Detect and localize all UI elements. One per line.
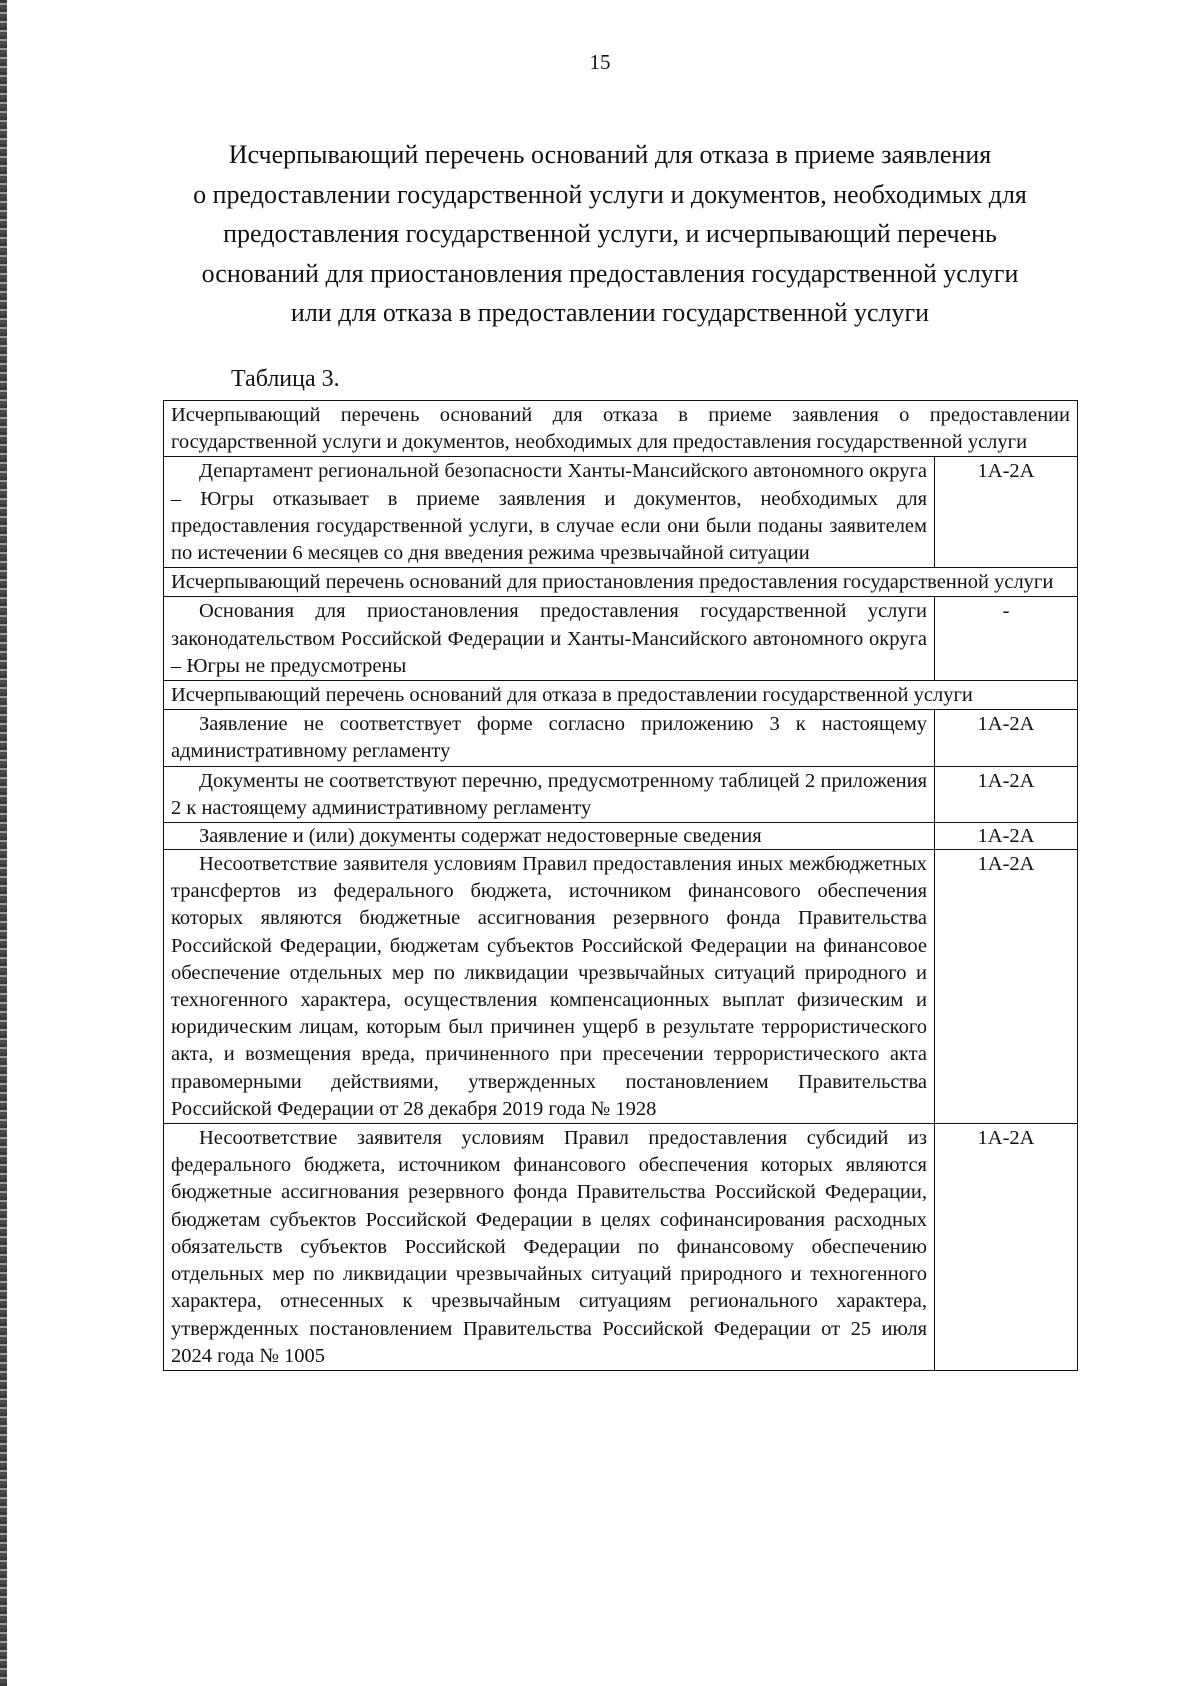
title-line: Исчерпывающий перечень оснований для отказа в приеме заявления <box>228 140 992 169</box>
ground-text: Заявление не соответствует форме согласно приложению 3 к настоящему административному регламенту <box>164 710 935 766</box>
table-row <box>164 823 1078 850</box>
table-row <box>164 850 1078 1124</box>
title-line: или для отказа в предоставлении государственной услуги <box>290 298 930 327</box>
ground-code: 1А-2А <box>935 1124 1078 1371</box>
table-row <box>164 766 1078 822</box>
ground-text: Документы не соответствуют перечню, предусмотренному таблицей 2 приложения 2 к настоящему административному регламенту <box>164 766 935 822</box>
ground-text: Заявление и (или) документы содержат недостоверные сведения <box>164 823 935 850</box>
ground-code: 1А-2А <box>935 823 1078 850</box>
table-row <box>164 457 1078 568</box>
title-line: предоставления государственной услуги, и исчерпывающий перечень <box>223 219 997 248</box>
document-title <box>150 135 1070 333</box>
ground-text: Несоответствие заявителя условиям Правил предоставления иных межбюджетных трансфертов из федерального бюджета, источником финансового обеспечения которых являются бюджетные ассигнования резервного фонда Правительства Российской Федерации, бюджетам субъектов Российской Федерации на финансовое обеспечение отдельных мер по ликвидации чрезвычайных ситуаций природного и техногенного характера, осуществления компенсационных выплат физическим и юридическим лицам, которым был причинен ущерб в результате террористического акта, и возмещения вреда, причиненного при пресечении террористического акта правомерными действиями, утвержденных постановлением Правительства Российской Федерации от 28 декабря 2019 года № 1928 <box>164 850 935 1124</box>
ground-text: Несоответствие заявителя условиям Правил предоставления субсидий из федерального бюджета, источником финансового обеспечения которых являются бюджетные ассигнования резервного фонда Правительства Российской Федерации, бюджетам субъектов Российской Федерации в целях софинансирования расходных обязательств субъектов Российской Федерации по финансовому обеспечению отдельных мер по ликвидации чрезвычайных ситуаций природного и техногенного характера, отнесенных к чрезвычайным ситуациям регионального характера, утвержденных постановлением Правительства Российской Федерации от 25 июля 2024 года № 1005 <box>164 1124 935 1371</box>
section-heading: Исчерпывающий перечень оснований для отказа в приеме заявления о предоставлении государственной услуги и документов, необходимых для предоставления государственной услуги <box>164 401 1078 457</box>
ground-code: 1А-2А <box>935 766 1078 822</box>
ground-text: Департамент региональной безопасности Ханты-Мансийского автономного округа – Югры отказывает в приеме заявления и документов, необходимых для предоставления государственной услуги, в случае если они были поданы заявителем по истечении 6 месяцев со дня введения режима чрезвычайной ситуации <box>164 457 935 568</box>
ground-code: 1А-2А <box>935 710 1078 766</box>
section-heading-row <box>164 401 1078 457</box>
grounds-table <box>163 400 1078 1371</box>
title-line: о предоставлении государственной услуги и документов, необходимых для <box>193 179 1027 209</box>
section-heading-row <box>164 568 1078 597</box>
table-row <box>164 1124 1078 1371</box>
scan-edge-artifact <box>0 0 7 1686</box>
title-line: оснований для приостановления предоставления государственной услуги <box>201 258 1019 288</box>
table-row <box>164 597 1078 681</box>
section-heading: Исчерпывающий перечень оснований для отказа в предоставлении государственной услуги <box>164 681 1078 710</box>
ground-code: - <box>935 597 1078 681</box>
table-caption: Таблица 3. <box>231 366 340 392</box>
ground-code: 1А-2А <box>935 457 1078 568</box>
page-number: 15 <box>589 50 611 74</box>
section-heading-row <box>164 681 1078 710</box>
ground-code: 1А-2А <box>935 850 1078 1124</box>
section-heading: Исчерпывающий перечень оснований для приостановления предоставления государственной услуги <box>164 568 1078 597</box>
ground-text: Основания для приостановления предоставления государственной услуги законодательством Российской Федерации и Ханты-Мансийского автономного округа – Югры не предусмотрены <box>164 597 935 681</box>
table-row <box>164 710 1078 766</box>
